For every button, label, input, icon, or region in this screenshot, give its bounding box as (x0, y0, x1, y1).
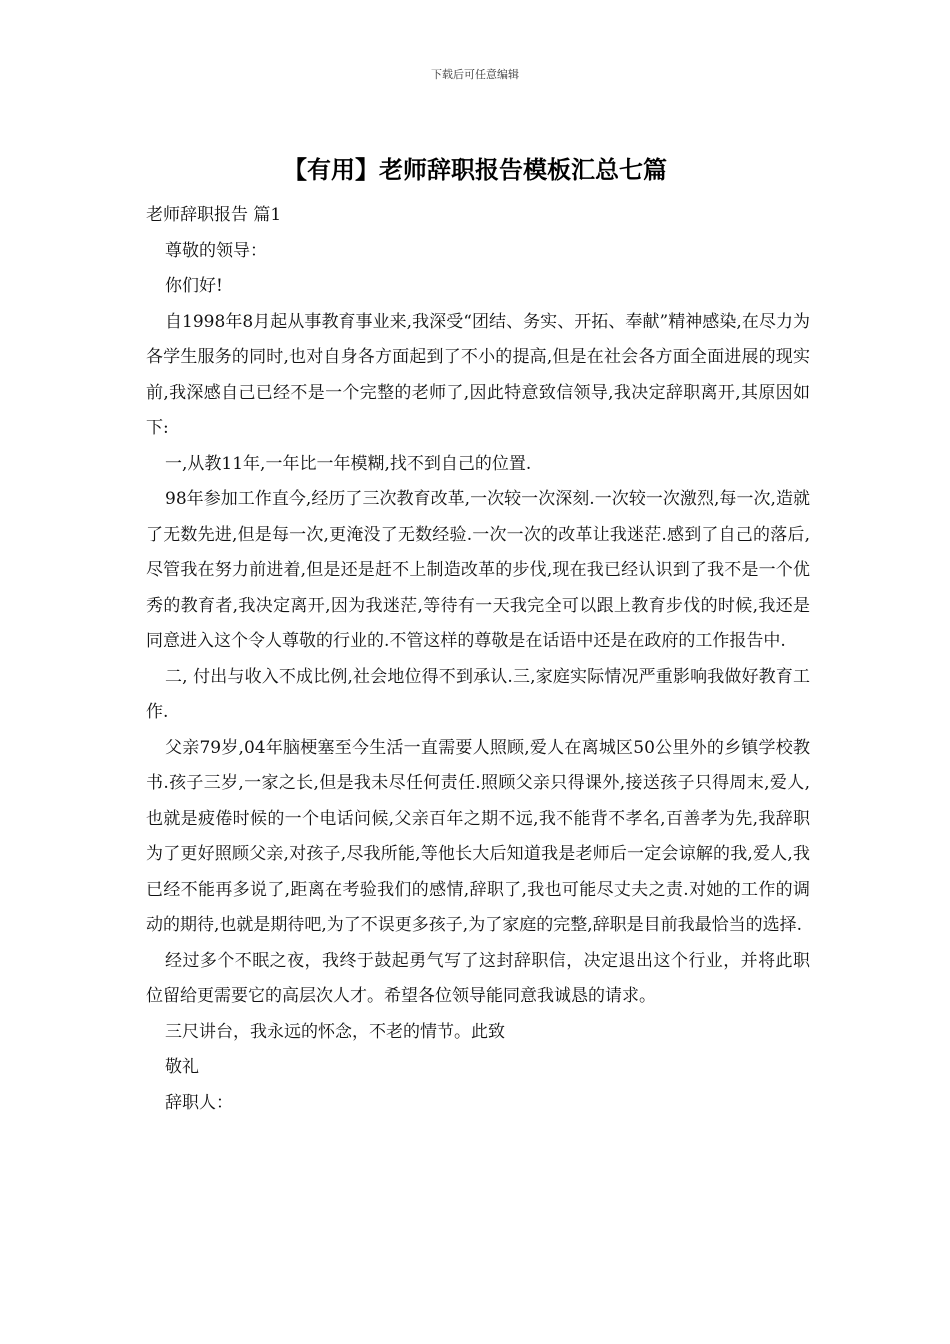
body-paragraph: 自1998年8月起从事教育事业来,我深受“团结、务实、开拓、奉献”精神感染,在尽力为各学生服务的同时,也对自身各方面起到了不小的提高,但是在社会各方面全面进展的现实前,我深感自己已经不是一个完整的老师了,因此特意致信领导,我决定辞职离开,其原因如下: (146, 311, 810, 438)
header-note: 下载后可任意编辑 (431, 68, 519, 81)
closing-salute: 敬礼 (165, 1057, 199, 1077)
body-paragraph: 二, 付出与收入不成比例,社会地位得不到承认.三,家庭实际情况严重影响我做好教育工作. (146, 666, 810, 722)
body-paragraph: 98年参加工作直今,经历了三次教育改革,一次较一次深刻.一次较一次激烈,每一次,造就了无数先进,但是每一次,更淹没了无数经验.一次一次的改革让我迷茫.感到了自己的落后,尽管我在努力前进着,但是还是赶不上制造改革的步伐,现在我已经认识到了我不是一个优秀的教育者,我决定离开,因为我迷茫,等待有一天我完全可以跟上教育步伐的时候,我还是同意进入这个令人尊敬的行业的.不管这样的尊敬是在话语中还是在政府的工作报告中. (146, 489, 810, 651)
body-paragraph: 父亲79岁,04年脑梗塞至今生活一直需要人照顾,爱人在离城区50公里外的乡镇学校教书.孩子三岁,一家之长,但是我未尽任何责任.照顾父亲只得课外,接送孩子只得周末,爱人,也就是疲倦时候的一个电话问候,父亲百年之期不远,我不能背不孝名,百善孝为先,我辞职为了更好照顾父亲,对孩子,尽我所能,等他长大后知道我是老师后一定会谅解的我,爱人,我已经不能再多说了,距离在考验我们的感情,辞职了,我也可能尽丈夫之责.对她的工作的调动的期待,也就是期待吧,为了不误更多孩子,为了家庭的完整,辞职是目前我最恰当的选择. (146, 737, 810, 935)
signature-line: 辞职人： (165, 1092, 233, 1113)
section-heading: 老师辞职报告 篇1 (146, 205, 282, 225)
document-title: 【有用】老师辞职报告模板汇总七篇 (283, 155, 667, 184)
body-paragraph: 一,从教11年,一年比一年模糊,找不到自己的位置. (165, 453, 532, 474)
greeting: 你们好! (165, 276, 223, 296)
document-body (146, 198, 810, 1121)
body-paragraph: 经过多个不眠之夜，我终于鼓起勇气写了这封辞职信，决定退出这个行业，并将此职位留给更需要它的高层次人才。希望各位领导能同意我诚恳的请求。 (146, 950, 810, 1006)
salutation: 尊敬的领导： (165, 240, 267, 261)
body-paragraph: 三尺讲台，我永远的怀念，不老的情节。此致 (165, 1021, 505, 1042)
